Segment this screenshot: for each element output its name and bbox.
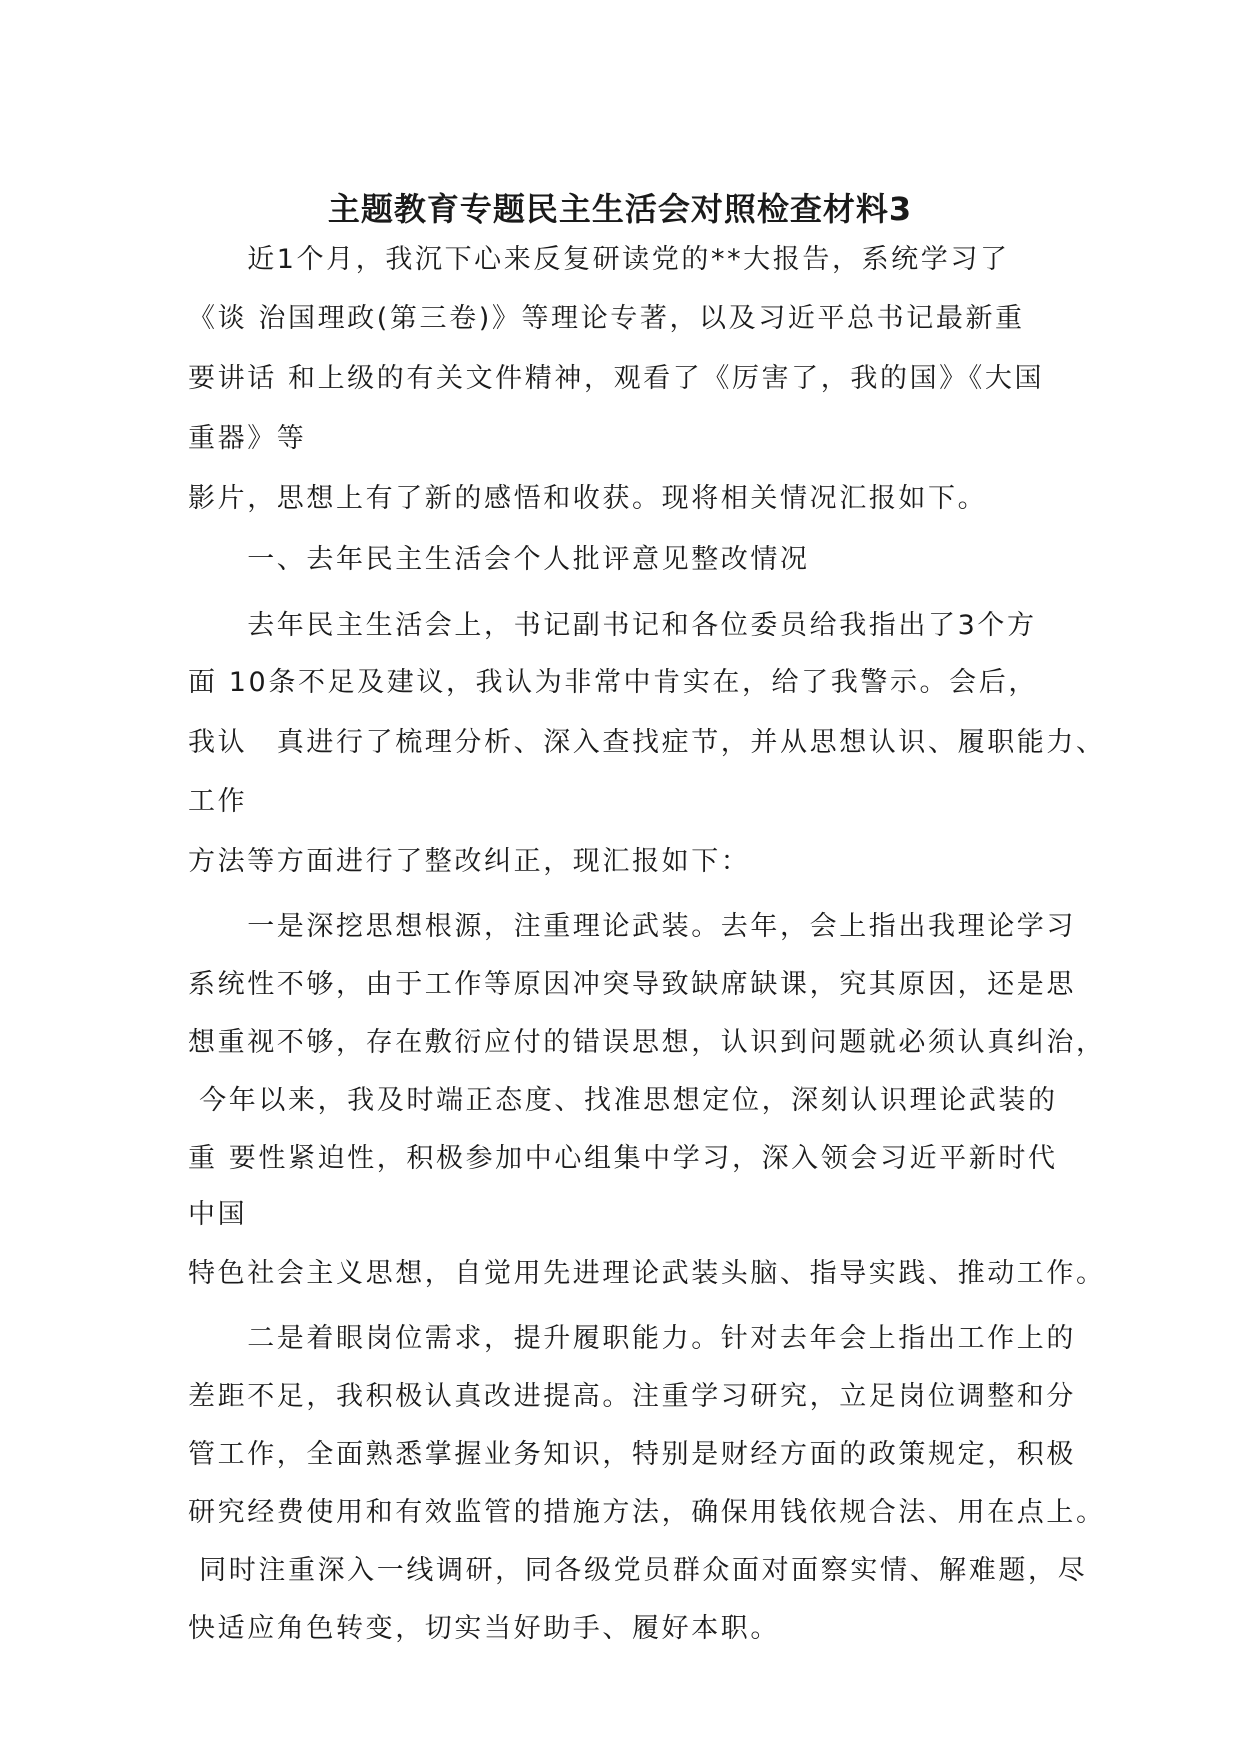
paragraph-line: 重 要性紧迫性，积极参加中心组集中学习，深入领会习近平新时代: [188, 1143, 1058, 1174]
paragraph-line: 差距不足，我积极认真改进提高。注重学习研究，立足岗位调整和分: [188, 1381, 1076, 1412]
paragraph-line: 《谈 治国理政(第三卷)》等理论专著，以及习近平总书记最新重: [188, 303, 1025, 334]
paragraph-line: 想重视不够，存在敷衍应付的错误思想，认识到问题就必须认真纠治，: [188, 1027, 1106, 1058]
paragraph-line: 研究经费使用和有效监管的措施方法，确保用钱依规合法、用在点上。: [188, 1497, 1106, 1528]
paragraph-line: 要讲话 和上级的有关文件精神，观看了《厉害了，我的国》《大国: [188, 363, 1045, 394]
paragraph-line: 面 10条不足及建议，我认为非常中肯实在，给了我警示。会后，: [188, 667, 1038, 698]
paragraph-line: 快适应角色转变，切实当好助手、履好本职。: [188, 1613, 780, 1644]
paragraph-line: 管工作，全面熟悉掌握业务知识，特别是财经方面的政策规定，积极: [188, 1439, 1076, 1470]
paragraph-line: 同时注重深入一线调研，同各级党员群众面对面察实情、解难题，尽: [188, 1555, 1088, 1586]
section-heading: 一、去年民主生活会个人批评意见整改情况: [188, 544, 810, 575]
paragraph-line: 影片，思想上有了新的感悟和收获。现将相关情况汇报如下。: [188, 483, 988, 514]
paragraph-line: 今年以来，我及时端正态度、找准思想定位，深刻认识理论武装的: [188, 1085, 1058, 1116]
paragraph-line: 二是着眼岗位需求，提升履职能力。针对去年会上指出工作上的: [188, 1323, 1076, 1354]
paragraph-line: 系统性不够，由于工作等原因冲突导致缺席缺课，究其原因，还是思: [188, 969, 1076, 1000]
paragraph-line: 去年民主生活会上，书记副书记和各位委员给我指出了3个方: [188, 610, 1037, 641]
document-title: 主题教育专题民主生活会对照检查材料3: [327, 190, 913, 228]
paragraph-line: 工作: [188, 786, 248, 817]
paragraph-line: 一是深挖思想根源，注重理论武装。去年，会上指出我理论学习: [188, 911, 1076, 942]
paragraph-line: 中国: [188, 1199, 248, 1230]
paragraph-line: 特色社会主义思想，自觉用先进理论武装头脑、指导实践、推动工作。: [188, 1258, 1106, 1289]
paragraph-line: 重器》等: [188, 423, 307, 454]
paragraph-line: 近1个月，我沉下心来反复研读党的**大报告，系统学习了: [188, 244, 1010, 275]
paragraph-line: 方法等方面进行了整改纠正，现汇报如下：: [188, 846, 751, 877]
paragraph-line: 我认 真进行了梳理分析、深入查找症节，并从思想认识、履职能力、: [188, 727, 1106, 758]
